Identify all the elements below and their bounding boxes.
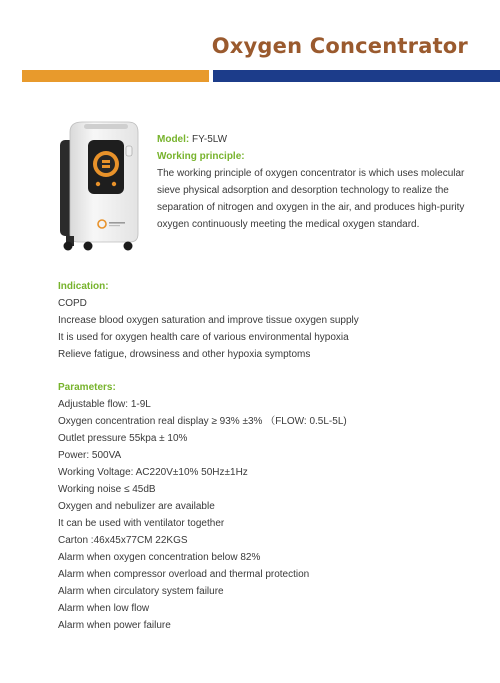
parameter-item: Carton :46x45x77CM 22KGS xyxy=(58,535,188,546)
parameter-item: Outlet pressure 55kpa ± 10% xyxy=(58,433,188,444)
parameter-item: Working Voltage: AC220V±10% 50Hz±1Hz xyxy=(58,467,248,478)
indication-item: It is used for oxygen health care of various environmental hypoxia xyxy=(58,332,349,343)
page-title: Oxygen Concentrator xyxy=(211,34,468,58)
model-value: FY-5LW xyxy=(192,134,228,145)
indication-label: Indication: xyxy=(58,281,109,292)
parameter-item: Alarm when circulatory system failure xyxy=(58,586,224,597)
parameter-item: It can be used with ventilator together xyxy=(58,518,225,529)
principle-text-line: sieve physical adsorption and desorption technology to realize the xyxy=(157,185,449,196)
indication-item: Relieve fatigue, drowsiness and other hypoxia symptoms xyxy=(58,349,311,360)
parameter-item: Oxygen concentration real display ≥ 93% ±3% （FLOW: 0.5L-5L) xyxy=(58,416,347,427)
principle-text-line: separation of nitrogen and oxygen in the air, and produces high-purity xyxy=(157,202,465,213)
product-description xyxy=(157,131,477,233)
parameter-item: Alarm when power failure xyxy=(58,620,171,631)
indication-item: Increase blood oxygen saturation and improve tissue oxygen supply xyxy=(58,315,359,326)
parameter-item: Working noise ≤ 45dB xyxy=(58,484,156,495)
model-line xyxy=(157,131,477,148)
indication-item: COPD xyxy=(58,298,87,309)
orange-header-bar xyxy=(22,70,209,82)
oxygen-concentrator-image xyxy=(58,118,142,252)
navy-header-bar xyxy=(213,70,500,82)
parameter-item: Alarm when oxygen concentration below 82% xyxy=(58,552,261,563)
parameter-item: Alarm when compressor overload and thermal protection xyxy=(58,569,310,580)
indication-section xyxy=(58,278,359,363)
parameter-item: Power: 500VA xyxy=(58,450,122,461)
parameter-item: Oxygen and nebulizer are available xyxy=(58,501,215,512)
model-label: Model: xyxy=(157,134,190,145)
parameter-item: Alarm when low flow xyxy=(58,603,150,614)
parameters-section xyxy=(58,379,347,634)
principle-label: Working principle: xyxy=(157,151,245,162)
principle-text-line: oxygen continuously meeting the medical oxygen standard. xyxy=(157,219,420,230)
principle-text-line: The working principle of oxygen concentrator is which uses molecular xyxy=(157,168,465,179)
parameter-item: Adjustable flow: 1-9L xyxy=(58,399,151,410)
parameters-label: Parameters: xyxy=(58,382,116,393)
